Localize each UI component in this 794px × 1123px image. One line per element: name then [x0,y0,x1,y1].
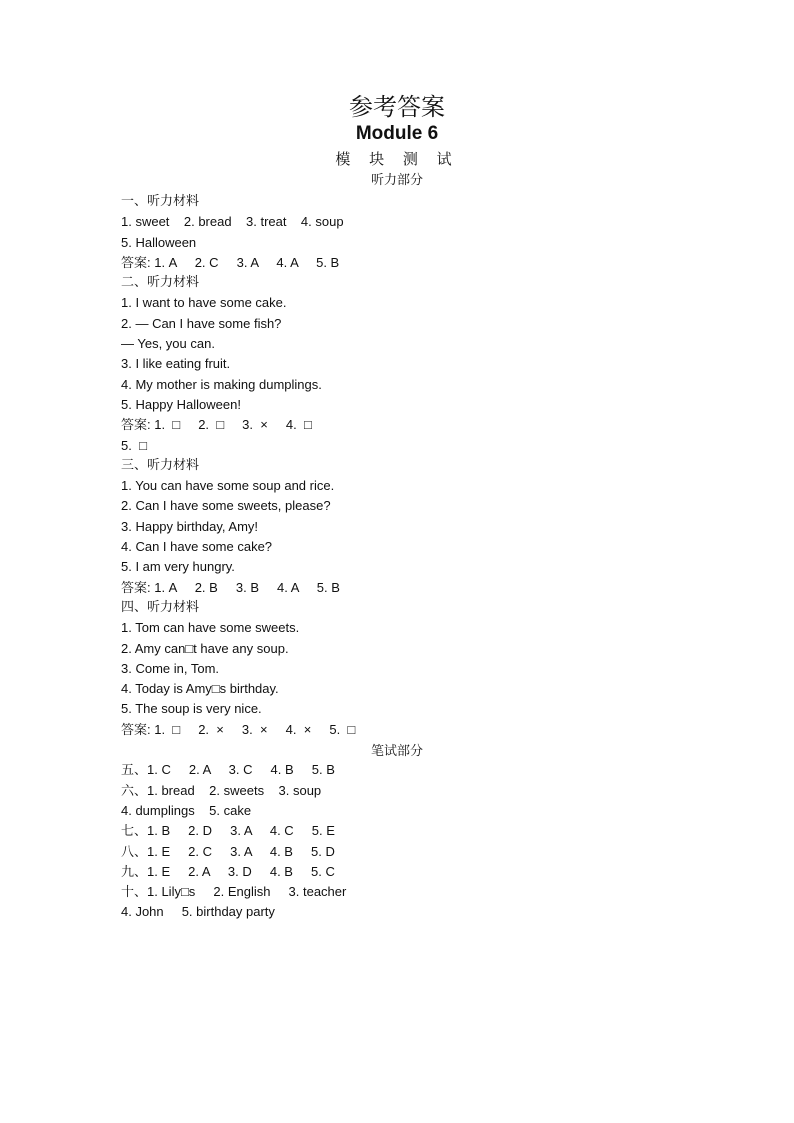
module-heading: Module 6 [355,123,439,144]
listening-section-heading: 听力部分 [370,173,423,188]
listening-line: 4. My mother is making dumplings. [121,376,322,392]
listening-line: 答案: 1. A 2. C 3. A 4. A 5. B [121,254,340,270]
answer-body [121,192,681,923]
listening-answers [121,192,681,740]
listening-line: 答案: 1. □ 2. × 3. × 4. × 5. □ [121,721,356,737]
listening-line: 三、听力材料 [121,457,200,473]
listening-line: 5. Happy Halloween! [121,396,241,412]
listening-line: 4. Today is Amy□s birthday. [121,681,279,697]
listening-line: 5. I am very hungry. [121,559,235,575]
listening-line: 答案: 1. □ 2. □ 3. × 4. □ [121,417,312,433]
listening-line: 二、听力材料 [121,275,200,291]
writing-line: 七、1. B 2. D 3. A 4. C 5. E [121,823,335,839]
listening-line: 2. — Can I have some fish? [121,315,282,331]
writing-line: 五、1. C 2. A 3. C 4. B 5. B [121,762,335,778]
listening-line: 3. Come in, Tom. [121,660,220,676]
listening-line: 4. Can I have some cake? [121,539,273,555]
listening-line: 2. Amy can□t have any soup. [121,640,289,656]
writing-line: 4. John 5. birthday party [121,904,275,920]
listening-line: 1. You can have some soup and rice. [121,478,335,494]
listening-line: 一、听力材料 [121,194,200,209]
listening-line: 1. Tom can have some sweets. [121,620,300,636]
listening-line: 答案: 1. A 2. B 3. B 4. A 5. B [121,579,340,595]
listening-line: — Yes, you can. [121,336,215,352]
listening-line: 四、听力材料 [121,599,200,615]
listening-line: 3. I like eating fruit. [121,356,231,372]
writing-section-heading: 笔试部分 [370,744,423,759]
listening-line: 5. The soup is very nice. [121,701,262,717]
writing-line: 九、1. E 2. A 3. D 4. B 5. C [121,863,335,879]
listening-line: 3. Happy birthday, Amy! [121,518,259,534]
writing-line: 十、1. Lily□s 2. English 3. teacher [121,884,347,900]
test-subtitle: 模 块 测 试 [335,150,459,168]
listening-line: 5. □ [121,437,147,453]
writing-line: 六、1. bread 2. sweets 3. soup [121,782,322,798]
writing-line: 4. dumplings 5. cake [121,802,252,818]
listening-line: 5. Halloween [121,234,197,250]
writing-line: 八、1. E 2. C 3. A 4. B 5. D [121,843,335,859]
listening-line: 1. sweet 2. bread 3. treat 4. soup [121,214,344,230]
listening-line: 1. I want to have some cake. [121,295,287,311]
listening-line: 2. Can I have some sweets, please? [121,498,331,514]
writing-answers [121,760,681,922]
page-title: 参考答案 [349,93,445,121]
